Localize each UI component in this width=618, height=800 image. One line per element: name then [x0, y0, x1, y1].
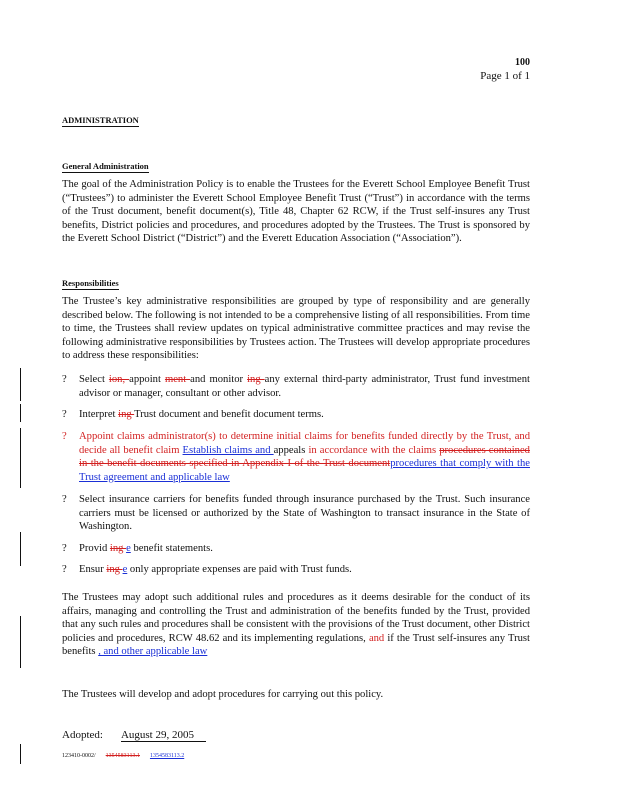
text: The Trustees may adopt such additional rules and procedures as it deems desirable for the conduct of its affairs, managing and controlling the Trust and administration of the benefits funded by the Trust, provided that any such rules and procedures shall be consistent with the provisions of the Trust document, other District policies and procedures, RCW 48.62 and its implementing regulations, [62, 592, 530, 644]
revised-text: Appoint claims administrator(s) to determine initial claims for benefits funded directly by the Trust, and decide all benefit claim [79, 431, 530, 456]
closing-paragraph: The Trustees will develop and adopt procedures for carrying out this policy. [62, 689, 384, 700]
deleted-text: procedures contained in the benefit documents specified in Appendix I of the Trust document [79, 444, 530, 470]
change-bar [20, 428, 21, 488]
text: Interpret [79, 409, 119, 420]
document-footer [62, 753, 184, 759]
additional-rules-paragraph [62, 591, 530, 659]
deleted-text: ing [118, 409, 135, 420]
general-heading: General Administration [62, 161, 149, 171]
adopted-label: Adopted: [62, 729, 103, 741]
responsibilities-intro: The Trustee’s key administrative responsibilities are grouped by type of responsibility and are generally described below. The following is not intended to be a comprehensive listing of all responsibilities. From time to time, the Trustees shall review updates on typical administrative committee practices and may revise the following administrative responsibilities by Trustees action. The Trustees will develop appropriate procedures to address these responsibilities: [62, 296, 530, 362]
text: Select [79, 374, 109, 385]
responsibilities-heading: Responsibilities [62, 278, 119, 288]
text: benefit statements. [130, 543, 213, 554]
inserted-text: procedures that comply with the Trust agreement and applicable law [79, 458, 530, 483]
deleted-text: ing [247, 374, 265, 385]
bullet-mark: ? [62, 431, 67, 442]
list-item [62, 542, 530, 556]
text: Trust document and benefit document terms. [134, 409, 324, 420]
bullet-mark: ? [62, 564, 67, 575]
text: only appropriate expenses are paid with Trust funds. [127, 564, 352, 575]
deleted-text: ing [106, 564, 123, 575]
change-bar [20, 532, 21, 566]
bullet-mark: ? [62, 374, 67, 385]
deleted-text: ment [164, 374, 191, 385]
bullet-mark: ? [62, 494, 67, 505]
text: Provid [79, 543, 110, 554]
deleted-text: ing [109, 543, 127, 554]
text: appoint [129, 374, 165, 385]
footer-doc-id: 123410-0002/ [62, 753, 96, 759]
bullet-mark: ? [62, 543, 67, 554]
list-item [62, 408, 530, 422]
bullet-mark: ? [62, 409, 67, 420]
revised-text: and [368, 632, 385, 644]
list-item [62, 430, 530, 484]
change-bar [20, 404, 21, 422]
change-bar [20, 368, 21, 401]
change-bar [20, 616, 21, 668]
text: any external third-party administrator, Trust fund investment advisor or manager, consultant or other advisor. [79, 374, 530, 399]
adopted-date: August 29, 2005 [121, 729, 206, 742]
inserted-text: , and other applicable law [98, 646, 208, 658]
text: and monitor [190, 374, 248, 385]
policy-number: 100 [515, 57, 530, 68]
text: Ensur [79, 564, 107, 575]
change-bar [20, 744, 21, 764]
list-item [62, 493, 530, 534]
inserted-text: e [122, 564, 128, 575]
text: appeals [273, 444, 306, 456]
document-title: ADMINISTRATION [62, 115, 139, 125]
deleted-text: ion, [108, 374, 130, 385]
text: Select insurance carriers for benefits funded through insurance purchased by the Trust. Such insurance carriers must be licensed or authorized by the State of Washington to transact insurance in the State of Washington. [79, 494, 530, 533]
page-indicator: Page 1 of 1 [480, 70, 530, 82]
inserted-text: Establish claims and [182, 444, 274, 456]
footer-deleted-id: 1354583113.1 [105, 753, 140, 759]
adopted-line [62, 729, 206, 741]
footer-inserted-id: 1354583113.2 [149, 753, 185, 759]
list-item [62, 373, 530, 400]
general-paragraph: The goal of the Administration Policy is to enable the Trustees for the Everett School Employee Benefit Trust (“Trustees”) to administer the Everett School Employee Benefit Trust (“Trust”) in accordance with the terms of the Trust document, benefit document(s), Title 48, Chapter 62 RCW, if the Trust self-insures any Trust benefits, District policies and procedures, and procedures adopted by the Trustees. The Trust is sponsored by the Everett School District (“District”) and the Everett Education Association (“Association”). [62, 179, 530, 245]
revised-text: in accordance with the claims [305, 444, 440, 456]
text: if the Trust self-insures any Trust benefits [62, 632, 530, 658]
inserted-text: e [126, 543, 131, 554]
list-item [62, 563, 530, 577]
